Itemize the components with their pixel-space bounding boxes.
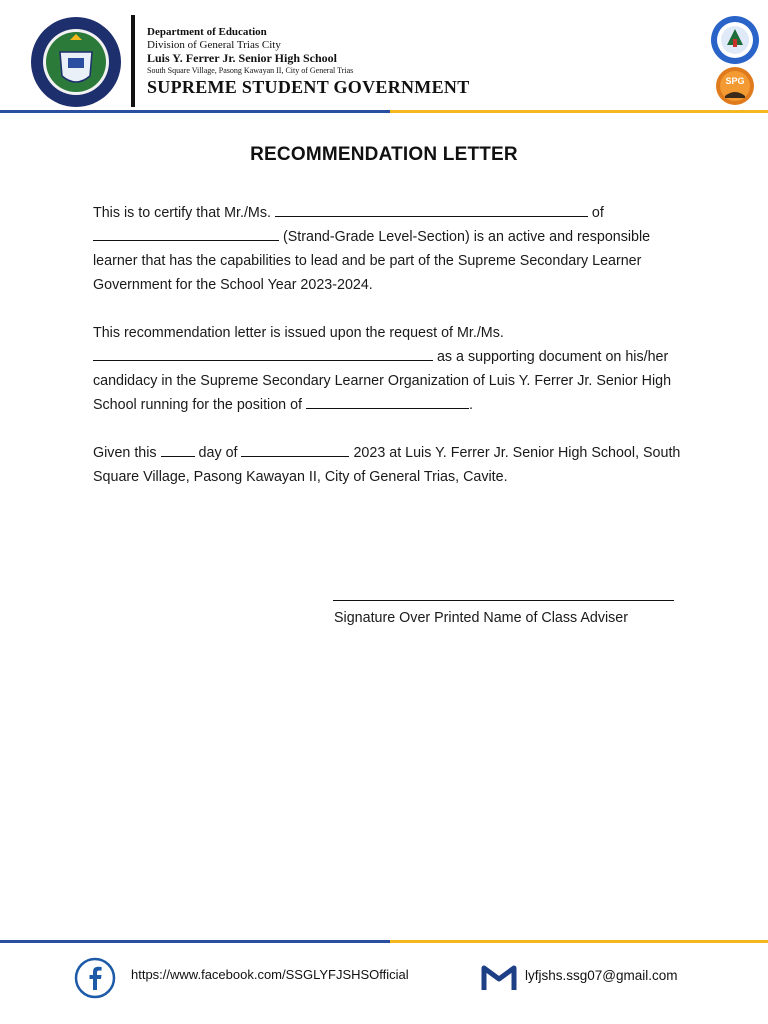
p3-text-a: Given this [93,445,157,461]
strand-section-blank [93,228,279,241]
paragraph-2 [93,321,683,417]
p2-text-b: as a supporting document on his/her candidacy in the Supreme Secondary Learner Organization of Luis Y. Ferrer Jr. Senior High School running for the position of [93,349,672,413]
organization-name: SUPREME STUDENT GOVERNMENT [147,77,470,97]
paragraph-1 [93,201,683,297]
student-name-blank [275,204,588,217]
department-name: Department of Education [147,26,267,38]
school-header [147,26,470,98]
document-title: RECOMMENDATION LETTER [250,144,518,165]
email-address[interactable]: lyfjshs.ssg07@gmail.com [525,968,678,983]
paragraph-3 [93,441,683,489]
spg-logo-text: SPG [725,76,745,86]
p1-text-c: (Strand-Grade Level-Section) is an active and responsible learner that has the capabilities to lead and be part of the Supreme Secondary Learner Government for the School Year 2023-2024. [93,229,651,293]
p3-text-c: 2023 at Luis Y. Ferrer Jr. Senior High School, South Square Village, Pasong Kawayan II, City of General Trias, Cavite. [93,445,681,485]
signature-line [333,600,674,601]
facebook-link[interactable]: https://www.facebook.com/SSGLYFJSHSOfficial [131,967,409,982]
spg-logo-icon [711,66,759,106]
p1-text-b: of [591,205,604,221]
header-band-gold [390,110,768,113]
signature-label: Signature Over Printed Name of Class Adviser [334,610,629,626]
footer-band-gold [390,940,768,943]
footer-band-blue [0,940,390,943]
school-name: Luis Y. Ferrer Jr. Senior High School [147,51,338,65]
p3-text-b: day of [198,445,238,461]
p2-text-c: . [469,397,473,413]
school-seal-icon [710,15,760,65]
header-band-blue [0,110,390,113]
position-blank [306,396,469,409]
month-blank [241,444,349,457]
day-blank [161,444,195,457]
letter-body [93,201,683,513]
division-name: Division of General Trias City [147,39,281,51]
gmail-icon[interactable] [481,964,517,992]
p2-text-a: This recommendation letter is issued upon the request of Mr./Ms. [93,325,504,341]
school-address: South Square Village, Pasong Kawayan II, City of General Trias [147,66,354,75]
ssg-seal-icon [30,16,122,108]
requester-name-blank [93,348,433,361]
header-divider [131,15,135,107]
p1-text-a: This is to certify that Mr./Ms. [93,205,271,221]
facebook-icon[interactable] [74,957,116,999]
